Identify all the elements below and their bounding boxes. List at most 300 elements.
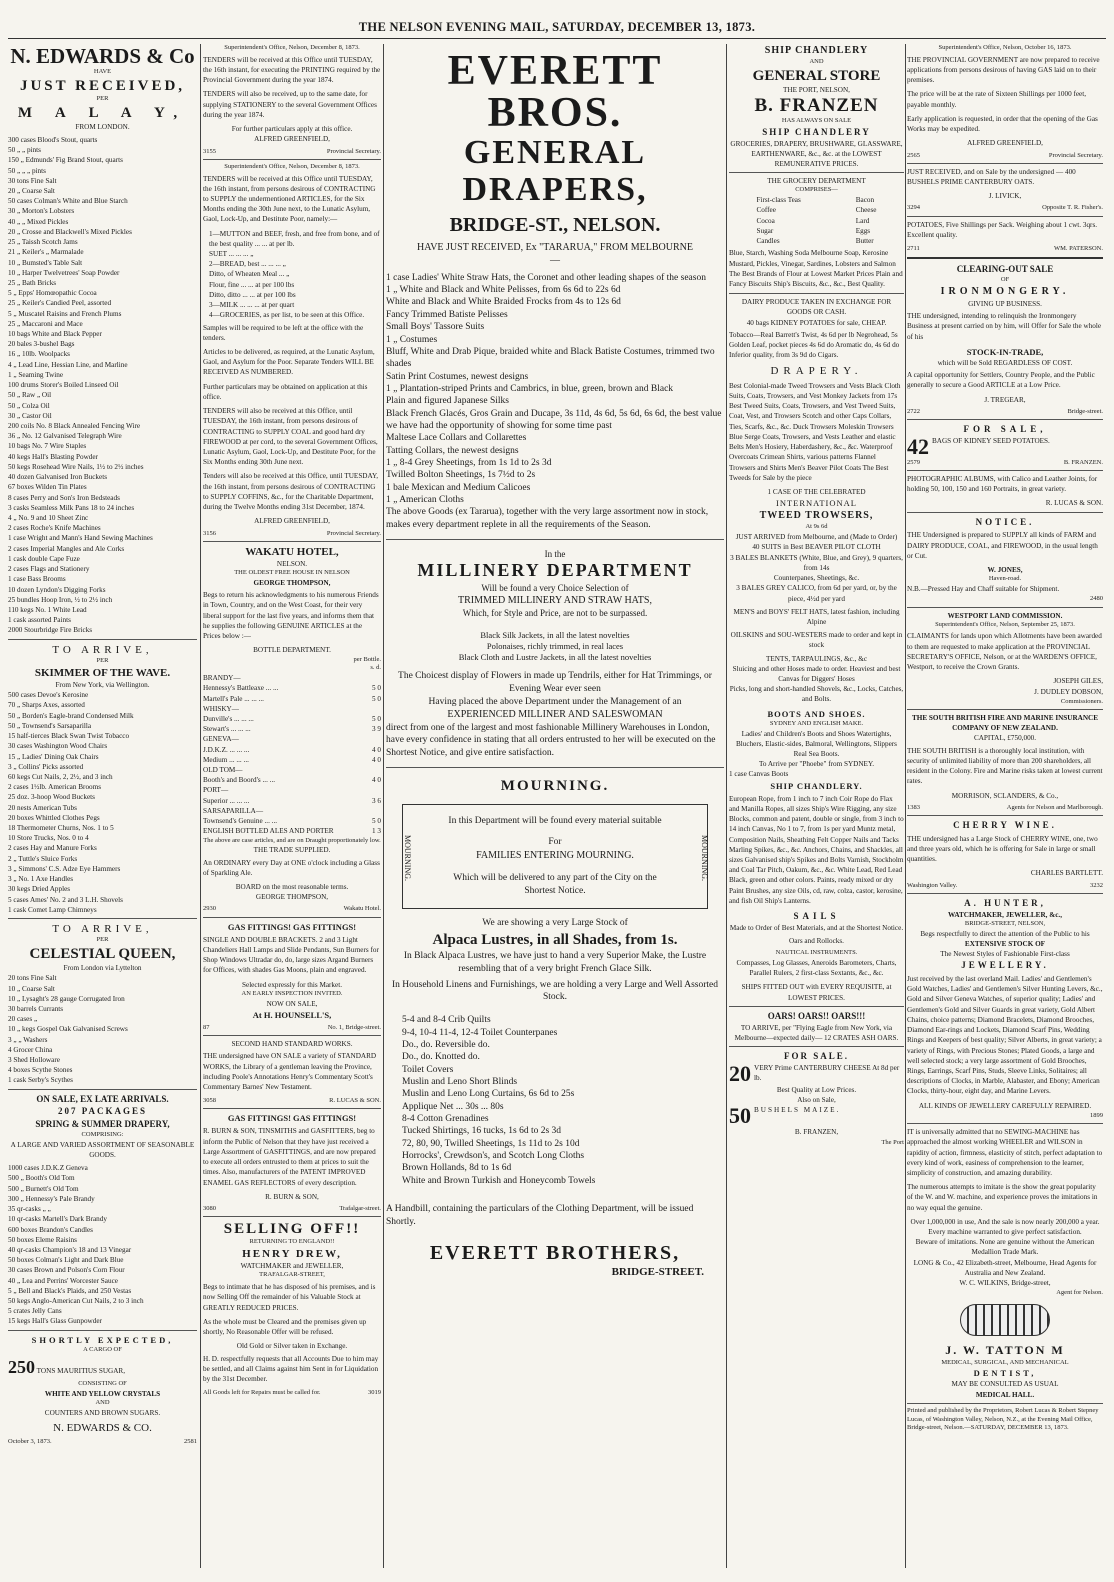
divider [907,709,1103,710]
sew4: Every machine warranted to give perfect satisfaction. [928,1228,1082,1237]
boots-arrive: To Arrive per "Phoebe" from SYDNEY. [758,760,875,769]
divider [203,541,381,542]
notice-sign: W. JONES, [987,566,1023,575]
forsale5: FOR SALE, [963,424,1047,435]
edwards-ship: M A L A Y, [17,104,188,121]
divider [8,1330,197,1331]
gas2-head: GAS FITTINGS! GAS FITTINGS! [227,1113,357,1124]
price-name: PORT— [203,786,229,795]
list-item: Horrocks', Crewdson's, and Scotch Long Cloths [402,1150,585,1161]
iron-num: 2722 [907,407,920,415]
grocery-dept: THE GROCERY DEPARTMENT [767,177,866,186]
oars2: OARS! OARS!! OARS!!! [767,1010,866,1021]
potatoes: 40 bags KIDNEY POTATOES for sale, CHEAP. [746,318,887,327]
t2-p5: Tenders will also be received at this Office, until TUESDAY, the 16th instant, from persons desirous of CONTRACTING to SUPPLY COFFINS, &c., for the Charitable Department, during the Twelve Months ending 31st December, 1874. [203,472,379,512]
comprising: COMPRISING: [81,1130,124,1138]
t2-body: TENDERS will be received at this Office until TUESDAY, the 16th instant, from persons desirous of CONTRACTING to SUPPLY the undermentioned ARTICLES, for the Six Months ending the 30th June next, to the Lunatic Asylum, Gaol, Lock-Up, and Destitute Poor, namely:— [203,174,376,224]
list-item: Muslin and Leno Short Blinds [402,1076,518,1087]
list-item: 2 cases Flags and Stationery [8,565,90,574]
list-item: 35 qr-casks „ „ [8,1205,51,1214]
gov-foot [907,151,1103,160]
consulted: MAY BE CONSULTED AS USUAL [951,1380,1059,1389]
list-item: Toilet Covers [402,1064,454,1075]
list-item: 20 tons Fine Salt [8,974,57,983]
quality: Best Quality at Low Prices. [776,1085,857,1094]
suits: 40 SUITS in Best BEAVER PILOT CLOTH [752,543,881,552]
divider [729,172,904,173]
list-item: Butter [855,237,874,246]
dentist: J. W. TATTON M [945,1342,1065,1357]
notice-nb: N.B.—Pressed Hay and Chaff suitable for Shipment. [907,585,1060,594]
clearing-of: OF [1000,276,1010,284]
price-name: SARSAPARILLA— [203,806,264,815]
price-name: GENEVA— [203,735,239,744]
list-item: 40 „ Lea and Perrins' Worcester Sauce [8,1276,118,1285]
extensive: EXTENSIVE STOCK OF [964,939,1046,948]
kid-sign: B. FRANZEN. [1063,458,1103,466]
iron-foot [907,407,1103,416]
list-item: 1 case Wright and Mann's Hand Sewing Machines [8,534,153,543]
mourning-box [402,804,708,909]
arrived: JUST ARRIVED from Melbourne, and (Made to Order) [735,533,898,542]
edwards-from: FROM LONDON. [75,122,130,131]
oats-sign: J. LIVICK, [988,192,1022,201]
list-item: 20 nests American Tubs [8,803,77,812]
price-name: Hennessy's Battleaxe ... ... [203,684,279,693]
edwards-num: 2581 [184,1438,197,1446]
stock-in-trade: STOCK-IN-TRADE, [966,346,1044,357]
fitted: SHIPS FITTED OUT with EVERY REQUISITE, at LOWEST PRICES. [741,983,892,1002]
price-name: Stewart's ... ... ... [203,725,251,734]
list-item: 40 qr-casks Champion's 18 and 13 Vinegar [8,1245,132,1254]
divider [729,1006,904,1007]
list-item: 1 bale Mexican and Medium Calicoes [386,482,531,493]
gas-foot [203,1023,381,1032]
price-row [203,704,381,714]
everett-foot-title: EVERETT BROTHERS, [429,1241,681,1264]
list-item: 30 „ Castor Oil [8,411,52,420]
hotel-tag: THE OLDEST FREE HOUSE IN NELSON [234,569,350,577]
list-item: 1 „ 8-4 Grey Sheetings, from 1s 1d to 2s 3d [386,457,552,468]
forsale: FOR SALE. [783,1051,849,1062]
works-num: 3058 [203,1097,216,1105]
list-item: 4 „ No. 9 and 10 Sheet Zinc [8,513,89,522]
list-item: 10 bags No. 7 Wire Staples [8,442,87,451]
list-item: 30 kegs Dried Apples [8,885,71,894]
mourning-title: MOURNING. [500,777,610,794]
list-item: First-class Teas [756,196,801,205]
franzen-t2: GENERAL STORE [752,67,881,84]
gas-body: SINGLE AND DOUBLE BRACKETS. 2 and 3 Light Chandeliers Hall Lamps and Slide Pendants, Sun Burners for Shop Windows Ultradar do, do, large sizes Argand Burners for Offices, with shades Gas Moons, plain and engraved. [203,935,379,975]
list-item: 10 „ Coarse Salt [8,984,55,993]
list-item: Sugar [756,226,774,235]
price-value: 4 0 [372,755,381,764]
list-item: 300 „ Hennessy's Pale Brandy [8,1194,95,1203]
list-item: 300 cases Blood's Stout, quarts [8,135,98,144]
list-item: 25 doz. 3-hoop Wood Buckets [8,793,95,802]
list-item: 3 „ No. 1 Axe Handles [8,875,74,884]
list-item: 15 kegs Hall's Glass Gunpowder [8,1317,102,1326]
showing: We are showing a very Large Stock of [482,917,628,928]
divider [907,607,1103,608]
everett-received: HAVE JUST RECEIVED, Ex "TARARUA," FROM MELBOURNE— [417,241,693,267]
mourn-for: For [548,836,562,847]
works-foot [203,1096,381,1105]
list-item: 2 cases Imperial Mangles and Ale Corks [8,544,125,553]
price-row [203,714,381,724]
grocery-right [856,195,877,246]
oats-num: 3294 [907,204,920,212]
edwards-per: PER [96,94,109,102]
price-name: BRANDY— [203,674,241,683]
list-item: 100 drums Storer's Boiled Linseed Oil [8,381,119,390]
maize: BUSHELS MAIZE. [754,1106,841,1115]
divider [386,767,724,768]
burn-body: R. BURN & SON, TINSMITHS and GASFITTERS, beg to inform the Public of Nelson that they have just received a Large Assortment of GASFITTINGS, and are now prepared to execute all orders entrusted to them at prices to suit the times. Also, manufacturers of the PATENT IMPROVED ENAMEL GAS REFLECTORS of every description. [203,1127,376,1187]
case: 1 CASE OF THE CELEBRATED [767,487,866,496]
grocery2: Blue, Starch, Washing Soda Melbourne Soap, Kerosine Mustard, Pickles, Vinegar, Sardines, Lobsters and Salmon The Best Brands of Flour at Lowest Market Prices Plain and Fancy Biscuits Ship's Biscuits, &c., &c., Best Quality. [729,249,903,288]
price-sd [203,664,381,673]
list-item: Ditto, of Wheaten Meal ... „ [209,270,290,279]
list-item: 9-4, 10-4 11-4, 12-4 Toilet Counterpanes [402,1027,558,1038]
list-item: 2 cases Hay and Manure Forks [8,844,97,853]
list-item: 3 „ Simmons' C.S. Adze Eye Hammers [8,864,121,873]
returning: RETURNING TO ENGLAND!! [249,1238,335,1246]
list-item: 1 „ American Cloths [386,494,464,505]
sew-role: Agent for Nelson. [1056,1289,1103,1297]
onsale: ON SALE, EX LATE ARRIVALS. [36,1093,169,1104]
t2-sign: ALFRED GREENFIELD, [254,517,330,526]
t1-foot [203,147,381,156]
list-item: 50 cases Colman's White and Blue Starch [8,197,128,206]
list-item: 1 cask Serby's Scythes [8,1076,73,1085]
list-item: Black Cloth and Lustre Jackets, in all the latest novelties [458,652,652,663]
westport: WESTPORT LAND COMMISSION. [947,611,1063,620]
price-row [203,816,381,826]
tweed: TWEED TROWSERS, [759,510,874,522]
pot-num: 2711 [907,245,920,253]
mourn1: In this Department will be found every material suitable [448,816,662,827]
iron-body2: A capital opportunity for Settlers, Country People, and the Public generally to secure a Good ARTICLE at a Low Price. [907,371,1095,390]
list-item: 30 barrels Currants [8,1004,64,1013]
list1 [8,690,197,915]
divider [203,1035,381,1036]
grocery-cols [729,195,904,246]
price-row [203,796,381,806]
packages: 207 PACKAGES [57,1106,148,1117]
per1: PER [96,656,109,664]
list-item: Eggs [855,226,871,235]
list-item: 600 boxes Brandon's Candles [8,1225,93,1234]
price-value: 4 0 [372,776,381,785]
list-item: 3 Shed Holloware [8,1056,60,1065]
price-row [203,694,381,704]
edwards-have: HAVE [93,68,112,76]
list-item: 10 dozen Lyndon's Digging Forks [8,585,106,594]
list-item: 20 bales 3-bushel Bags [8,340,75,349]
t1-head: Superintendent's Office, Nelson, December 8, 1873. [224,44,360,51]
jackets [386,630,724,664]
drapery-body: Best Colonial-made Tweed Trowsers and Vests Black Cloth Suits, Coats, Trowsers, and Vest Monkey Jackets from 17s Best Tweed Suits, Coats, Trowsers, and Vest Tweed Suits, Coat, Vest, and Trowsers Scotch and other Caps Collars, Ties, Scarfs, &c., &c. Duck Trowsers Moleskin Trowsers Blue Serge Coats, Trowsers, and Vests Leather and elastic Belts Men's Hosiery, Haberdashery, &c., &c. Waterproof Overcoats Crimean Shirts, various patterns Flannel Trowsers and Shirts Men's Beaver Pilot Coats The Best Tweeds for Sale by the piece [729,381,901,482]
cheese: VERY Prime CANTERBURY CHEESE At 8d per lb. [754,1063,900,1083]
price-value: 5 0 [372,694,381,703]
brit-role: Agents for Nelson and Marlborough. [1006,803,1103,811]
burn-num: 3080 [203,1204,216,1212]
list-item: 70 „ Sharps Axes, assorted [8,701,85,710]
list-item: Do., do. Knotted do. [402,1052,480,1063]
price-value: 5 0 [372,714,381,723]
iron-body: THE undersigned, intending to relinquish the Ironmongery Business at present carried on by him, will Offer for Sale the whole of his [907,312,1102,341]
price-row [203,775,381,785]
price-name: J.D.K.Z. ... ... ... [203,745,250,754]
list-item: 5 „ Muscatel Raisins and French Plums [8,309,122,318]
price-value: 3 6 [372,796,381,805]
price-value: 5 0 [372,817,381,826]
num250: 250 [8,1356,35,1377]
tobacco: Tobacco—Real Barrett's Twist, 4s 6d per lb Negrohead, 5s Golden Leaf, pocket pieces 4s 6d do Aromatic do, 4s 6d do Inferior quality, from 3s 9d do Cigars. [729,330,900,360]
list-item: White and Brown Turkish and Honeycomb Towels [402,1175,596,1186]
handbill: A Handbill, containing the particulars of the Clothing Department, will be issued Shortly. [386,1204,694,1227]
everett-addr: BRIDGE-ST., NELSON. [449,213,661,236]
linens: In Household Linens and Furnishings, we are holding a very Large and Well Assorted Stock. [391,979,719,1003]
list-item: 40 „ „ Mixed Pickles [8,217,69,226]
giving: GIVING UP BUSINESS. [968,299,1042,308]
list-item: Brown Hollands, 8d to 1s 6d [402,1163,512,1174]
divider [907,1403,1103,1404]
list-item: White and Black and White Braided Frocks from 4s to 12s 6d [386,297,621,308]
franzen-list: GROCERIES, DRAPERY, BRUSHWARE, GLASSWARE, EARTHENWARE, &c., &c. at the LOWEST REMUNERATIVE PRICES. [730,139,903,168]
list-item: 50 kegs Anglo-American Cut Nails, 2 to 3 inch [8,1297,144,1306]
sails-body: Made to Order of Best Materials, and at the Shortest Notice. [729,923,904,932]
drew-body2: As the whole must be Cleared and the premises given up shortly, No Reasonable Offer will be refused. [203,1317,367,1337]
list-item: 5 cases Ames' No. 2 and 3 L.H. Shovels [8,895,123,904]
franzen-port: THE PORT, NELSON, [783,85,850,94]
hall: MEDICAL HALL. [975,1390,1035,1399]
list-item: Candles [756,237,780,246]
boots-sub: SYDNEY AND ENGLISH MAKE. [769,719,864,727]
column-tenders [203,44,381,1568]
drew-trade: WATCHMAKER and JEWELLER, [240,1262,344,1271]
arrive1: TO ARRIVE, [52,643,153,656]
ordinary: An ORDINARY every Day at ONE o'clock including a Glass of Sparkling Ale. [203,858,380,877]
t2-role: Provincial Secretary. [326,529,381,537]
list-item: 1 case Ladies' White Straw Hats, the Coronet and other leading shapes of the season [386,272,706,283]
list-item: 21 „ Keiler's „ Marmalade [8,248,84,257]
list-item: Applique Net ... 30s ... 80s [402,1101,504,1112]
oats-foot [907,203,1103,212]
everett-sub: GENERAL DRAPERS, [462,134,648,209]
list-item: Small Boys' Tassore Suits [386,322,485,333]
hunter: A. HUNTER, [964,897,1046,908]
list-item: 50 „ Raw „ Oil [8,391,52,400]
hunter-body: Begs respectfully to direct the attention of the Public to his [920,929,1090,938]
list-item: 10 bags White and Black Pepper [8,330,102,339]
list-item: 8 cases Perry and Son's Iron Bedsteads [8,493,120,502]
masthead: THE NELSON EVENING MAIL, SATURDAY, DECEMBER 13, 1873. [358,20,756,34]
list-item: Polonaises, richly trimmed, in real laces [486,640,624,651]
list-item: 67 boxes Wilden Tin Plates [8,483,87,492]
t2-p3: Further particulars may be obtained on application at this office. [203,382,368,401]
millinery: MILLINERY DEPARTMENT [417,560,693,581]
sewing: IT is universally admitted that no SEWING-MACHINE has approached the almost working WHEELER and WILSON in rapidity of action, firmness, elasticity of stitch, perfect adaptation to every kind of work, easiness of comprehension to the learner, simplicity of construction, and amazing durability. [907,1128,1103,1177]
counterpanes: Counterpanes, Sheetings, &c. [773,574,860,583]
divider [907,419,1103,420]
column-everett [386,44,724,1568]
num20: 20 [729,1060,751,1086]
crystals: WHITE AND YELLOW CRYSTALS [44,1389,161,1398]
t2-head: Superintendent's Office, Nelson, December 8, 1873. [224,162,360,170]
franzen-sign: B. FRANZEN, [794,1128,839,1137]
list-item: 50 kegs Rosehead Wire Nails, 1½ to 2½ inches [8,462,144,471]
price-row [203,826,381,836]
drew-body3: H. D. respectfully requests that all Accounts Due to him may be settled, and all Claims against him Sent in for Liquidation by the 31st December. [203,1354,379,1383]
print-notice: Printed and published by the Proprietors, Robert Lucas & Robert Stepney Lucas, of Washington Valley, Nelson, N.Z., at the Evening Mail Office, Bridge-street, Nelson.—SATURDAY, DECEMBER 13, 1873. [907,1406,1099,1432]
works-head: SECOND HAND STANDARD WORKS. [231,1040,353,1049]
list-item: 3 casks Seamless Milk Pans 18 to 24 inches [8,503,135,512]
sew-sign: W. C. WILKINS, Bridge-street, [959,1279,1051,1288]
price-row [203,734,381,744]
price-name: Martell's Pale ... ... ... [203,694,264,703]
list-item: Twilled Bolton Sheetings, 1s 7½d to 2s [386,470,536,481]
placed: Having placed the above Department under the Management of an [428,696,682,707]
ship-chandlery2: SHIP CHANDLERY. [770,780,863,791]
boots-body: Ladies' and Children's Boots and Shoes Watertights, Bluchers, Elastic-sides, Balmoral, Wellingtons, Slippers Real Sea Boots. [736,729,897,758]
drew-goods: All Goods left for Repairs must be called for. [203,1389,321,1397]
notice-num: 2480 [1090,595,1103,603]
counters: COUNTERS AND BROWN SUGARS. [44,1408,161,1417]
board: BOARD on the most reasonable terms. [235,882,349,891]
list-item: 4—GROCERIES, as per list, to be seen at this Office. [209,311,365,320]
list-item: 4 boxes Scythe Stones [8,1066,73,1075]
price-name: Superior ... ... ... [203,796,250,805]
capital: CAPITAL, £750,000. [973,734,1037,743]
divider [203,1108,381,1109]
list-item: Cheese [855,206,877,215]
gov-head: Superintendent's Office, Nelson, October 16, 1873. [938,44,1072,51]
pot-foot [907,244,1103,253]
west-head: Superintendent's Office, Nelson, September 25, 1873. [935,620,1075,628]
list-item: 110 kegs No. 1 White Lead [8,605,87,614]
price-name: WHISKY— [203,704,239,713]
list-item: 25 bundles Hoop Iron, ½ to 2½ inch [8,595,113,604]
edwards-foot [8,1437,197,1446]
list-item: 1 „ Costumes [386,334,438,345]
list-item: 30 cases Brown and Polson's Corn Flour [8,1266,125,1275]
gov-sign: ALFRED GREENFIELD, [967,139,1043,148]
hats: MEN'S and BOYS' FELT HATS, latest fashion, including Alpine [733,607,900,626]
t2-p1: Samples will be required to be left at the office with the tenders. [203,323,364,342]
kidney-line [907,433,1103,459]
list-item: Ditto, ditto ... ... at per 100 lbs [209,290,296,299]
list-item: 500 „ Burnett's Old Tom [8,1184,79,1193]
sew6: LONG & Co., 42 Elizabeth-street, Melbourne, Head Agents for Australia and New Zealand. [913,1258,1097,1277]
per2: PER [96,936,109,944]
list-item: 20 „ Crosse and Blackwell's Mixed Pickles [8,227,132,236]
ship1: SKIMMER OF THE WAVE. [34,666,171,679]
t1-role: Provincial Secretary. [326,147,381,155]
list-item: 50 „ Borden's Eagle-brand Condensed Milk [8,711,134,720]
hotel-foot [203,904,381,913]
list-item: 500 „ Booth's Old Tom [8,1174,75,1183]
linen-list [402,1014,724,1187]
list-item: 1 case Bass Brooms [8,575,66,584]
hotel-num: 2930 [203,905,216,913]
hotel-note: The above are case articles, and are on Draught proportionately low. [203,836,381,844]
divider [907,163,1103,164]
hotel-name: WAKATU HOTEL, [245,545,339,558]
naut-body: Compasses, Log Glasses, Aneroids Barometers, Charts, Parallel Rulers, 2 first-class Sextants, &c., &c. [736,959,897,978]
brit-body: THE SOUTH BRITISH is a thoroughly local institution, with security of unlimited liability of more than 200 shareholders, all resident in the Colony. Fire and Marine risks taken at lowest current rates. [907,746,1103,786]
blankets: 3 BALES BLANKETS (White, Blue, and Grey), 9 quarters, from 14s [730,553,903,572]
in-the: In the [544,549,566,559]
price-row [203,765,381,775]
list-item: 40 kegs Hall's Blasting Powder [8,452,98,461]
list-item: Maltese Lace Collars and Collarettes [386,433,527,444]
works-sign: R. LUCAS & SON. [329,1097,381,1105]
price-row [203,683,381,693]
divider [729,293,904,294]
brit-sign: MORRISON, SCLANDERS, & Co., [951,791,1059,800]
drapery: DRAPERY. [770,365,863,378]
everett-title: EVERETT BROS. [447,48,663,136]
bottle-dept: BOTTLE DEPARTMENT. [253,646,331,655]
price-value: 5 0 [372,684,381,693]
gov-body2: The price will be at the rate of Sixteen Shillings per 1000 feet, payable monthly. [907,90,1087,109]
drapery: SPRING & SUMMER DRAPERY, [35,1119,170,1130]
hotel-body: Begs to return his acknowledgments to his numerous Friends in Town, Country, and on the West Coast, for their very liberal support for the last five years, and informs them that he supplies the following GENUINE ARTICLES at the Prices below :— [203,591,379,641]
list-item: Flour, fine ... ... at per 100 lbs [209,280,295,289]
list-item: 25 „ Keiler's Candied Peel, assorted [8,299,112,308]
list-item: 3 „ Collins' Picks assorted [8,762,84,771]
drew-gold: Old Gold or Silver taken in Exchange. [236,1342,348,1351]
list-item: 20 boxes Whittled Clothes Pegs [8,813,100,822]
list-item: 1 „ Plantation-striped Prints and Cambrics, in blue, green, brown and Black [386,383,674,394]
cherry-addr: Washington Valley. [907,881,958,889]
list-item: 60 kegs Cut Nails, 2, 2½, and 3 inch [8,772,113,781]
hunter-addr: BRIDGE-STREET, NELSON, [964,919,1046,927]
t2-p2: Articles to be delivered, as required, at the Lunatic Asylum, Gaol, and Asylum for the Poor. Separate Tenders WILL BE RECEIVED AS NUMBERED. [203,348,375,377]
alpaca2: In Black Alpaca Lustres, we have just to hand a very Superior Make, the Lustre resembling that of a very bright French Glace Silk. [403,950,707,974]
column-divider [905,44,906,1568]
hotel-sign: GEORGE THOMPSON, [255,893,329,902]
price-head [203,656,381,665]
price-value: 4 0 [372,745,381,754]
pot-sign: WM. PATERSON. [1053,245,1103,253]
list-item: 1 cask Comet Lamp Chimneys [8,905,97,914]
notice: NOTICE. [975,516,1035,527]
works-body: THE undersigned have ON SALE a variety of STANDARD WORKS, the Library of a gentleman leaving the Province, including Poole's Annotations Henry's Commentary Scott's Commentary Barnes' New Testament. [203,1052,377,1091]
list-item: 2 cases 1½lb. American Brooms [8,783,102,792]
edwards-firm: N. EDWARDS & Co [10,44,195,68]
list-item: Coffee [756,206,776,215]
selling-off: SELLING OFF!! [223,1221,361,1238]
list-item: 20 cases „ [8,1015,38,1024]
gov-body: THE PROVINCIAL GOVERNMENT are now prepared to receive applications from persons desirous of having GAS laid on to their premises. [907,55,1100,85]
everett-foot-addr: BRIDGE-STREET. [611,1265,704,1278]
west-role: Commissioners. [1060,697,1103,705]
mourn2: FAMILIES ENTERING MOURNING. [476,849,634,861]
west-sign2: J. DUDLEY DOBSON, [1034,687,1103,696]
potatoes5: POTATOES, Five Shillings per Sack. Weighing about 1 cwt. 3qrs. Excellent quality. [907,220,1098,239]
list-item: 1000 cases J.D.K.Z Geneva [8,1164,88,1173]
arrive2: TO ARRIVE, [52,923,153,935]
list-item: Tucked Shirtings, 16 tucks, 1s 6d to 2s 3d [402,1126,562,1137]
gas-addr: No. 1, Bridge-street. [327,1023,381,1031]
from1: From New York, via Wellington. [55,680,150,689]
gas-insp: AN EARLY INSPECTION INVITED. [241,989,343,997]
divider [907,257,1103,259]
cherry-foot [907,881,1103,890]
